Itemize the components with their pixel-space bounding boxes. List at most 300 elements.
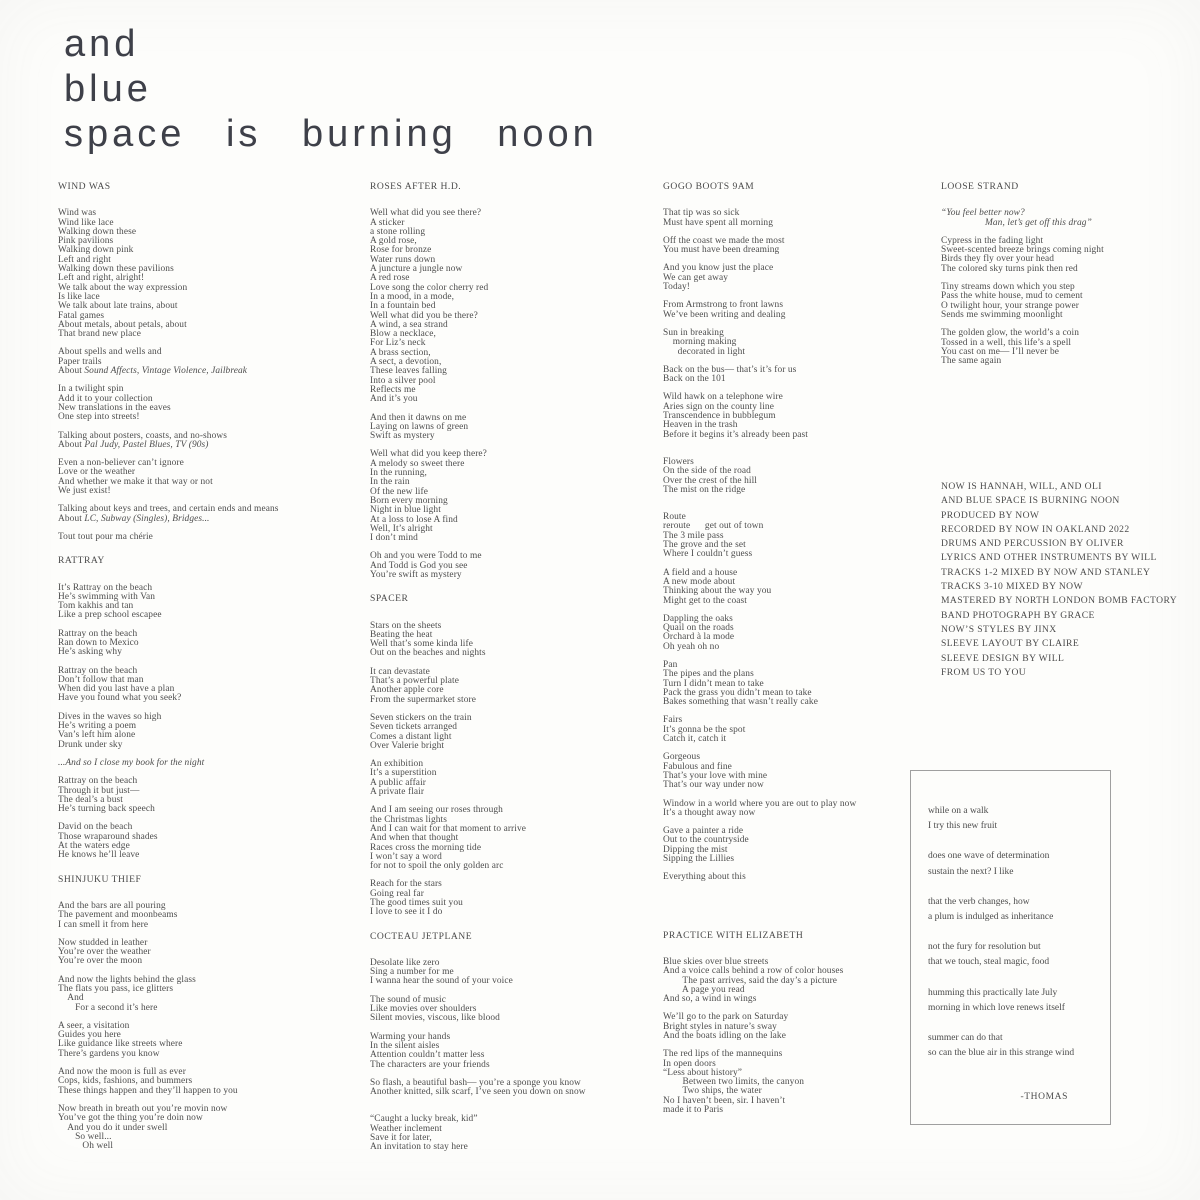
lyric-line: Of the new life [370, 486, 428, 497]
lyric-line: And now the moon is full as ever [58, 1067, 186, 1078]
lyric-line: Turn I didn’t mean to take [663, 678, 764, 689]
lyric-line: The colored sky turns pink then red [941, 263, 1078, 274]
lyric-line: And I am seeing our roses through [370, 805, 503, 816]
stanza [663, 366, 963, 385]
stanza [58, 584, 358, 621]
lyric-line: In the silent aisles [370, 1040, 440, 1051]
poem-line: summer can do that [928, 1033, 1003, 1044]
stanza [663, 301, 963, 320]
lyric-line [58, 515, 358, 524]
song-section-rattray [58, 556, 358, 860]
lyric-line: Stars on the sheets [370, 620, 442, 631]
lyric-line: Might get to the coast [663, 595, 747, 606]
lyric-line: At a loss to lose A find [370, 514, 458, 525]
stanza [58, 759, 358, 768]
stanza [58, 823, 358, 860]
album-title-line-1: and [64, 23, 140, 65]
lyric-line: In a fountain bed [370, 301, 436, 312]
lyric-line: Gave a painter a ride [663, 826, 744, 837]
credit-line: AND BLUE SPACE IS BURNING NOON [941, 495, 1120, 507]
lyric-line: Silent movies, viscous, like blood [370, 1013, 500, 1024]
lyric-line: Tout tout pour ma chérie [58, 531, 153, 542]
stanza [370, 450, 670, 543]
stanza [941, 283, 1191, 320]
lyric-line: Rattray on the beach [58, 776, 138, 787]
lyric-line: The characters are your friends [370, 1059, 490, 1070]
lyric-line: Now studded in leather [58, 937, 148, 948]
lyric-line: Tiny streams down which you step [941, 282, 1075, 293]
lyric-line: For Liz’s neck [370, 338, 426, 349]
stanza [58, 1105, 358, 1151]
lyric-line: Oh well [58, 1141, 114, 1152]
stanza [370, 622, 670, 659]
lyric-line: Love or the weather [58, 467, 136, 478]
stanza [370, 552, 670, 580]
lyric-line: Into a silver pool [370, 375, 436, 386]
lyric-line: A seer, a visitation [58, 1020, 130, 1031]
lyrics-column-4 [941, 182, 1191, 375]
stanza [370, 668, 670, 705]
stanza [663, 393, 963, 439]
stanza [370, 760, 670, 797]
stanza [58, 348, 358, 376]
lyric-line: Walking down pink [58, 245, 134, 256]
lyric-line: You’re over the moon [58, 956, 143, 967]
stanza [58, 630, 358, 658]
lyric-line: Two ships, the water [663, 1086, 762, 1097]
lyric-line: An invitation to stay here [370, 1142, 468, 1153]
lyric-line: No I haven’t been, sir. I haven’t [663, 1095, 786, 1106]
lyric-line: I don’t mind [370, 533, 418, 544]
lyric-line: Cops, kids, fashions, and bummers [58, 1076, 193, 1087]
lyric-line: Paper trails [58, 356, 102, 367]
lyric-line: Have you found what you seek? [58, 693, 182, 704]
stanza [941, 237, 1191, 274]
stanza [58, 1068, 358, 1096]
lyric-line: Now breath in breath out you’re movin now [58, 1103, 228, 1114]
lyric-line: for not to spoil the only golden arc [370, 861, 504, 872]
lyric-line: Off the coast we made the most [663, 235, 785, 246]
lyric-line: Well what did you keep there? [370, 449, 487, 460]
lyric-line: Sweet-scented breeze brings coming night [941, 245, 1104, 256]
lyric-line: “Less about history” [663, 1067, 743, 1078]
lyric-line: Walking down these pavilions [58, 264, 174, 275]
lyric-line [58, 441, 358, 450]
lyric-line: Water runs down [370, 254, 436, 265]
lyric-line: A juncture a jungle now [370, 264, 463, 275]
lyric-line: The pipes and the plans [663, 669, 754, 680]
lyric-line: Desolate like zero [370, 957, 440, 968]
song-title: ROSES AFTER H.D. [370, 181, 462, 192]
stanza [370, 996, 670, 1024]
lyric-line: Window in a world where you are out to play now [663, 798, 857, 809]
stanza [663, 513, 963, 559]
lyric-line: And now the lights behind the glass [58, 974, 196, 985]
lyric-line: The 3 mile pass [663, 530, 724, 541]
song-title: WIND WAS [58, 181, 111, 192]
lyric-line: Pink pavilions [58, 236, 114, 247]
lyric-line: Everything about this [663, 872, 746, 883]
lyric-line: We talk about late trains, about [58, 301, 178, 312]
lyric-line: Quail on the roads [663, 623, 734, 634]
lyric-line: And a voice calls behind a row of color houses [663, 966, 844, 977]
lyric-line: Aries sign on the county line [663, 401, 774, 412]
poem-box [910, 770, 1111, 1125]
lyric-line: Well what did you see there? [370, 208, 482, 219]
lyric-line: In the running, [370, 468, 427, 479]
lyric-line: Love song the color cherry red [370, 282, 489, 293]
stanza [58, 209, 358, 339]
credit-line: MASTERED BY NORTH LONDON BOMB FACTORY [941, 595, 1178, 607]
stanza [370, 1115, 670, 1152]
song-section-shinjuku-thief [58, 875, 358, 1152]
lyric-line: Dives in the waves so high [58, 711, 162, 722]
lyric-line: Attention couldn’t matter less [370, 1050, 485, 1061]
lyric-line: And you know just the place [663, 263, 774, 274]
lyric-line: Talking about keys and trees, and certain ends and means [58, 504, 279, 515]
credit-line: NOW’S STYLES BY JINX [941, 623, 1057, 635]
song-section-loose-strand [941, 182, 1191, 366]
lyric-line: A page you read [663, 984, 745, 995]
lyric-line: Tom kakhis and tan [58, 601, 134, 612]
stanza [663, 615, 963, 652]
lyric-line: Night in blue light [370, 505, 441, 516]
lyric-line: Dipping the mist [663, 844, 728, 855]
stanza [58, 976, 358, 1013]
lyric-line: Fairs [663, 715, 683, 726]
poem-signature: -THOMAS [1020, 1092, 1068, 1103]
lyric-line: And the bars are all pouring [58, 900, 166, 911]
stanza [58, 667, 358, 704]
poem-line: does one wave of determination [928, 851, 1050, 862]
lyric-line: The mist on the ridge [663, 484, 746, 495]
lyric-line: These leaves falling [370, 366, 447, 377]
stanza [370, 880, 670, 917]
lyric-line [941, 219, 1191, 228]
lyric-line: And it’s you [370, 394, 418, 405]
credit-line: RECORDED BY NOW IN OAKLAND 2022 [941, 523, 1130, 535]
lyric-line: In a twilight spin [58, 384, 124, 395]
lyric-line: morning making [663, 337, 737, 348]
lyric-line: The red lips of the mannequins [663, 1049, 783, 1060]
lyric-line: Back on the bus— that’s it’s for us [663, 364, 797, 375]
lyric-line: The golden glow, the world’s a coin [941, 328, 1080, 339]
lyric-line: An exhibition [370, 759, 424, 770]
box-poem [911, 771, 1110, 1106]
lyric-line: Wild hawk on a telephone wire [663, 392, 783, 403]
lyrics-column-2 [370, 182, 670, 1162]
poem-line: not the fury for resolution but [928, 942, 1041, 953]
lyric-line: Rattray on the beach [58, 628, 138, 639]
poem-couplet [928, 1031, 1092, 1061]
lyric-line: Birds they fly over your head [941, 254, 1055, 265]
lyric-text: About [58, 439, 85, 450]
lyric-line: Van’s left him alone [58, 730, 136, 741]
album-credits [941, 480, 1177, 680]
lyric-line: And whether we make it that way or not [58, 476, 213, 487]
lyric-line: Thinking about the way you [663, 586, 772, 597]
lyric-line: Bakes something that wasn’t really cake [663, 697, 818, 708]
poem-line: sustain the next? I like [928, 866, 1014, 877]
lyric-line: The same again [941, 356, 1002, 367]
lyric-line: made it to Paris [663, 1105, 724, 1116]
lyric-line: Going real far [370, 888, 424, 899]
stanza [663, 209, 963, 228]
lyric-line: Tossed in a well, this life’s a spell [941, 337, 1072, 348]
lyric-line: Over the crest of the hill [663, 475, 757, 486]
lyric-line: Sun in breaking [663, 327, 724, 338]
lyric-line: Wind was [58, 208, 97, 219]
lyric-line: New translations in the eaves [58, 402, 171, 413]
lyric-line: Like guidance like streets where [58, 1039, 183, 1050]
stanza [58, 533, 358, 542]
lyric-line: Sipping the Lillies [663, 854, 735, 865]
referenced-title: Pal Judy, Pastel Blues, TV (90s) [84, 439, 209, 450]
lyric-line: Heaven in the trash [663, 420, 738, 431]
lyric-line: Back on the 101 [663, 374, 726, 385]
lyric-line: You’re swift as mystery [370, 569, 462, 580]
lyric-line: Today! [663, 282, 691, 293]
poem-couplet [928, 804, 1092, 834]
stanza [663, 329, 963, 357]
stanza [941, 329, 1191, 366]
credit-line: BAND PHOTOGRAPH BY GRACE [941, 609, 1095, 621]
lyric-line [58, 759, 358, 768]
credit-line: TRACKS 3-10 MIXED BY NOW [941, 581, 1083, 593]
lyric-line: Left and right, alright! [58, 273, 145, 284]
lyric-line: Fabulous and fine [663, 761, 732, 772]
lyric-line: When did you last have a plan [58, 684, 175, 695]
lyric-text: About [58, 366, 85, 377]
lyric-line: Where I couldn’t guess [663, 549, 753, 560]
lyric-line: That’s your love with mine [663, 770, 768, 781]
lyric-line: From Armstrong to front lawns [663, 300, 784, 311]
lyric-line: A sticker [370, 217, 405, 228]
lyric-line: He’s turning back speech [58, 804, 155, 815]
song-title: PRACTICE WITH ELIZABETH [663, 929, 804, 941]
lyric-line: reroute get out of town [663, 521, 764, 532]
poem-line: humming this practically late July [928, 987, 1058, 998]
lyric-line: David on the beach [58, 822, 133, 833]
lyric-line: Like movies over shoulders [370, 1004, 477, 1015]
credit-line: NOW IS HANNAH, WILL, AND OLI [941, 481, 1102, 492]
lyric-line: Seven stickers on the train [370, 712, 472, 723]
album-title [64, 22, 598, 157]
poem-line: while on a walk [928, 806, 989, 816]
lyric-line: Blue skies over blue streets [663, 956, 769, 967]
lyric-line: That tip was so sick [663, 208, 740, 219]
stanza [58, 902, 358, 930]
lyric-line: The past arrives, said the day’s a picture [663, 975, 838, 986]
lyric-line: Another knitted, silk scarf, I’ve seen you down on snow [370, 1087, 586, 1098]
stanza [58, 459, 358, 496]
lyric-line: You’ve got the thing you’re doin now [58, 1113, 203, 1124]
poem-line: a plum is indulged as inheritance [928, 912, 1054, 923]
credit-line: TRACKS 1-2 MIXED BY NOW AND STANLEY [941, 566, 1151, 578]
stanza [58, 505, 358, 524]
lyric-line: He knows he’ll leave [58, 850, 140, 861]
stanza [663, 458, 963, 495]
stanza [370, 806, 670, 871]
italic-lyric-text: Man, let’s get off this drag” [941, 217, 1092, 228]
poem-line: that the verb changes, how [928, 896, 1030, 907]
lyric-line: It can devastate [370, 666, 430, 677]
poem-couplet [928, 849, 1092, 879]
lyric-line: Fatal games [58, 310, 105, 321]
lyric-line: A public affair [370, 777, 426, 788]
lyric-line: About spells and wells and [58, 347, 162, 358]
lyric-line: I can smell it from here [58, 919, 149, 930]
lyric-line: Seven tickets arranged [370, 722, 458, 733]
lyric-line: Well what did you be there? [370, 310, 478, 321]
lyric-line: A gold rose, [370, 236, 417, 247]
lyric-line: Reflects me [370, 384, 416, 395]
lyric-line: I love to see it I do [370, 907, 443, 918]
lyric-line: Laying on lawns of green [370, 421, 469, 432]
lyric-line: And [58, 993, 84, 1004]
referenced-title: LC, Subway (Singles), Bridges... [84, 513, 210, 524]
stanza [370, 1079, 670, 1098]
stanza [58, 1022, 358, 1059]
lyric-line: That’s a powerful plate [370, 676, 459, 687]
song-title: RATTRAY [58, 555, 105, 567]
lyric-line: Born every morning [370, 495, 448, 506]
lyric-line: So well... [58, 1131, 112, 1142]
lyric-line: Catch it, catch it [663, 734, 727, 745]
lyric-line: “Caught a lucky break, kid” [370, 1114, 478, 1125]
lyric-line: He’s swimming with Van [58, 591, 156, 602]
lyric-line: A melody so sweet there [370, 458, 465, 469]
lyric-line: Transcendence in bubblegum [663, 411, 776, 422]
lyric-line: Bright styles in nature’s sway [663, 1021, 777, 1032]
lyric-line: Warming your hands [370, 1031, 451, 1042]
lyric-line: We talk about the way expression [58, 282, 188, 293]
lyric-line: You cast on me— I’ll never be [941, 346, 1060, 357]
stanza [370, 414, 670, 442]
lyric-line: Like a prep school escapee [58, 610, 162, 621]
stanza [58, 432, 358, 451]
stanza [58, 713, 358, 750]
poem-line: so can the blue air in this strange wind [928, 1048, 1075, 1059]
lyric-line: Out on the beaches and nights [370, 648, 486, 659]
lyric-line: These things happen and they’ll happen to you [58, 1085, 238, 1096]
lyric-line: Add it to your collection [58, 393, 153, 404]
stanza [663, 661, 963, 707]
lyric-line: Sends me swimming moonlight [941, 309, 1063, 320]
lyric-line: I wanna hear the sound of your voice [370, 976, 513, 987]
song-section-cocteau-jetplane [370, 932, 670, 1153]
stanza [370, 959, 670, 987]
song-title: SPACER [370, 593, 409, 605]
lyric-line: Blow a necklace, [370, 329, 436, 340]
lyric-line: Orchard à la mode [663, 632, 735, 643]
lyric-line: Must have spent all morning [663, 217, 773, 228]
lyric-line: Out to the countryside [663, 835, 749, 846]
lyric-line: Pack the grass you didn’t mean to take [663, 687, 812, 698]
lyric-line: We can get away [663, 272, 729, 283]
lyric-line: The grove and the set [663, 540, 746, 551]
lyric-line: It’s Rattray on the beach [58, 582, 153, 593]
lyric-line: Between two limits, the canyon [663, 1077, 805, 1088]
lyric-line: Dappling the oaks [663, 613, 733, 624]
song-section-roses-after-h-d [370, 182, 670, 580]
lyric-line: He’s asking why [58, 647, 122, 658]
lyric-line: Comes a distant light [370, 731, 452, 742]
credit-line: LYRICS AND OTHER INSTRUMENTS BY WILL [941, 552, 1157, 564]
song-section-wind-was [58, 182, 358, 542]
lyric-line: And the boats idling on the lake [663, 1031, 786, 1041]
lyric-line: It’s a superstition [370, 768, 437, 779]
lyric-line: The sound of music [370, 994, 447, 1005]
song-title: COCTEAU JETPLANE [370, 930, 473, 942]
lyric-line: A private flair [370, 787, 425, 798]
lyric-line: At the waters edge [58, 841, 130, 852]
lyric-line: Pass the white house, mud to cement [941, 291, 1083, 302]
italic-lyric-text: ...And so I close my book for the night [58, 757, 205, 768]
lyric-line: Those wraparound shades [58, 831, 158, 842]
lyric-line: About metals, about petals, about [58, 319, 187, 330]
lyric-line: In a mood, in a mode, [370, 291, 455, 302]
lyric-line: And when that thought [370, 833, 459, 844]
lyric-line: Swift as mystery [370, 431, 435, 442]
lyric-line: We’ll go to the park on Saturday [663, 1012, 789, 1023]
lyric-line: In open doors [663, 1058, 716, 1069]
lyric-line: I won’t say a word [370, 851, 442, 862]
lyric-line [58, 367, 358, 376]
lyric-line: We just exist! [58, 486, 111, 497]
lyric-line: Oh yeah oh no [663, 641, 720, 652]
credit-line: SLEEVE LAYOUT BY CLAIRE [941, 638, 1080, 650]
lyric-line: Left and right [58, 254, 111, 265]
stanza [58, 939, 358, 967]
lyric-line: Sing a number for me [370, 967, 454, 978]
lyric-line: That brand new place [58, 329, 141, 340]
lyric-line: A sect, a devotion, [370, 357, 442, 368]
album-title-line-2: blue [64, 68, 152, 110]
lyric-line: That’s our way under now [663, 780, 764, 791]
lyric-line: It’s gonna be the spot [663, 724, 746, 735]
lyric-line: A brass section, [370, 347, 431, 358]
lyric-line: From the supermarket store [370, 694, 476, 705]
lyric-line: For a second it’s here [58, 1002, 158, 1013]
poem-line: that we touch, steal magic, food [928, 957, 1050, 968]
lyric-line: And then it dawns on me [370, 412, 467, 423]
stanza [370, 714, 670, 751]
lyric-line: Another apple core [370, 685, 444, 696]
lyric-line: a stone rolling [370, 226, 426, 237]
italic-lyric-text: “You feel better now? [941, 208, 1025, 219]
poem-couplet [928, 986, 1092, 1016]
stanza [58, 777, 358, 814]
lyric-line: The flats you pass, ice glitters [58, 984, 174, 994]
lyric-line: Drunk under sky [58, 739, 123, 750]
lyric-line: Well that’s some kinda life [370, 639, 473, 650]
lyric-line: The deal’s a bust [58, 794, 123, 805]
lyric-line: You’re over the weather [58, 947, 151, 958]
lyric-line: Don’t follow that man [58, 674, 144, 685]
lyric-line: There’s gardens you know [58, 1048, 160, 1059]
lyric-line: We’ve been writing and dealing [663, 309, 786, 320]
lyric-line: A field and a house [663, 567, 738, 578]
song-title: GOGO BOOTS 9AM [663, 181, 755, 192]
stanza [370, 1033, 670, 1070]
lyric-line: decorated in light [663, 346, 746, 357]
credit-line: FROM US TO YOU [941, 666, 1027, 678]
poem-line: I try this new fruit [928, 821, 998, 832]
lyric-line: A new mode about [663, 576, 736, 587]
lyric-line: Rose for bronze [370, 245, 432, 256]
credit-line: SLEEVE DESIGN BY WILL [941, 652, 1065, 664]
